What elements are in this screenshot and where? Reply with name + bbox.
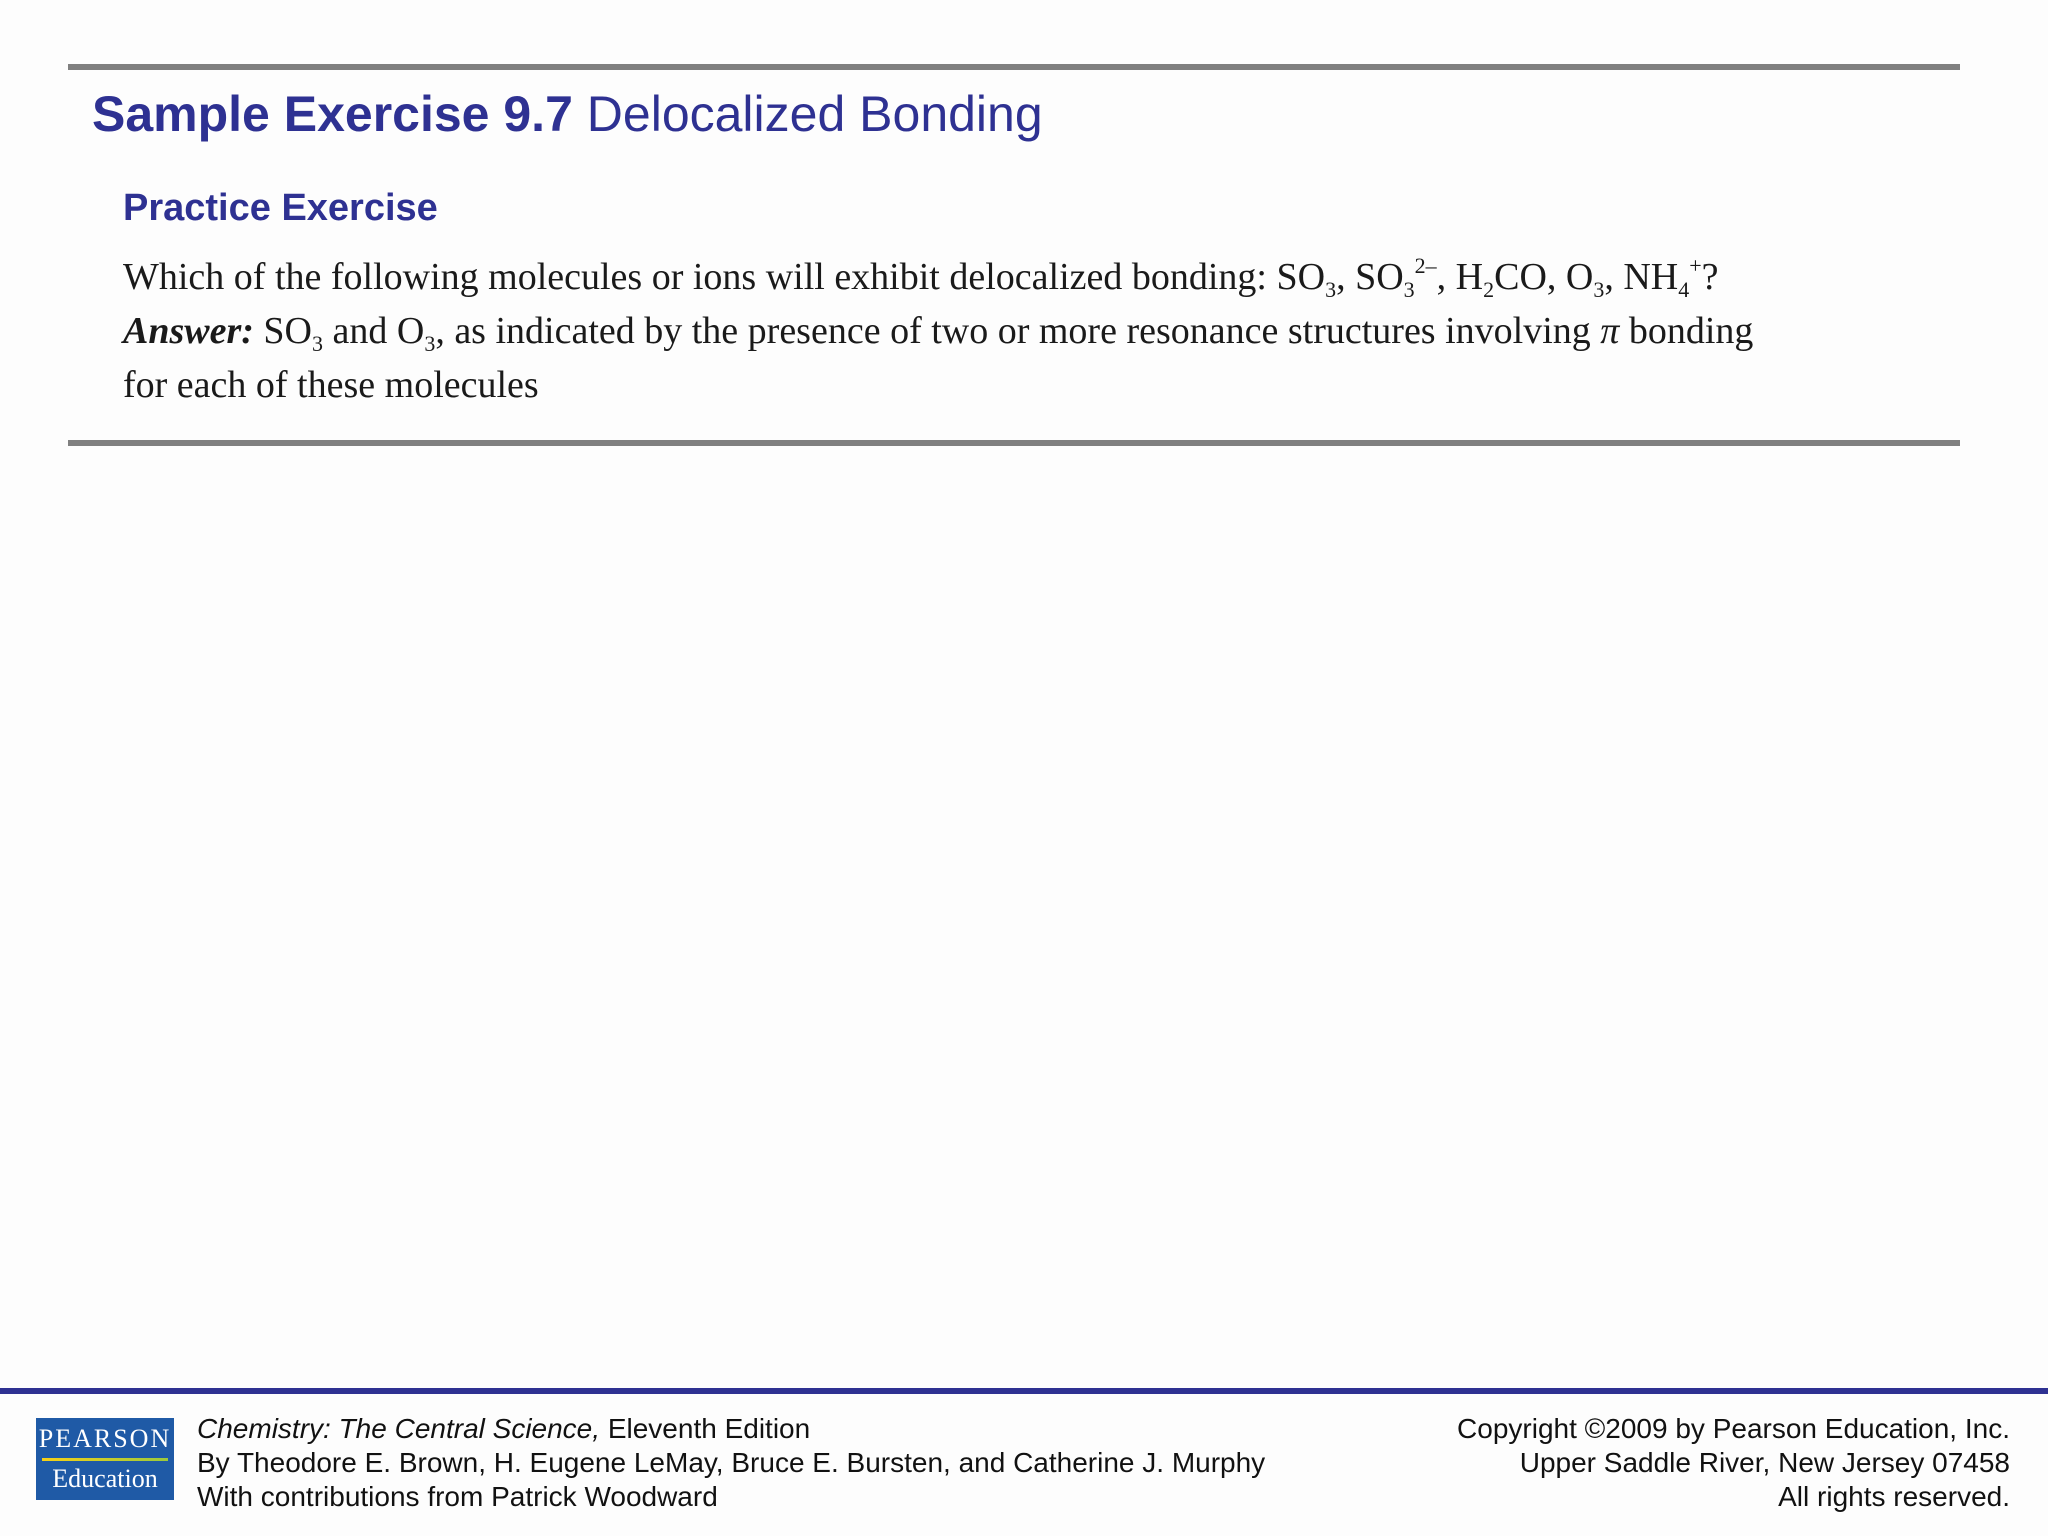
logo-education-text: Education (52, 1464, 158, 1493)
answer-and-o3: and O (323, 310, 425, 352)
formula-h2co: H (1455, 256, 1484, 298)
logo-stripe (42, 1458, 168, 1461)
separator: , (1336, 256, 1356, 298)
formula-so3: SO (1276, 256, 1326, 298)
pi-symbol: π (1600, 310, 1620, 352)
formula-charge: 2– (1414, 253, 1437, 278)
book-citation (197, 1412, 1265, 1514)
formula-subscript: 2 (1483, 277, 1495, 302)
answer-continuation: for each of these molecules (123, 364, 539, 406)
section-heading: Practice Exercise (123, 187, 438, 229)
separator: , (1546, 256, 1566, 298)
formula-charge: + (1689, 253, 1702, 278)
formula-sulfite: SO (1355, 256, 1404, 298)
separator: , (1436, 256, 1456, 298)
copyright-line: Copyright ©2009 by Pearson Education, Inc. (1457, 1413, 2010, 1444)
book-title: Chemistry: The Central Science, (197, 1413, 601, 1444)
book-title-line (197, 1412, 1265, 1446)
book-edition: Eleventh Edition (600, 1413, 811, 1444)
formula-subscript: 3 (1593, 277, 1605, 302)
answer-so3: SO (253, 310, 312, 352)
formula-subscript: 4 (1678, 277, 1690, 302)
copyright-block (1457, 1412, 2010, 1514)
answer-bonding: bonding (1619, 310, 1754, 352)
formula-subscript: 3 (1325, 277, 1337, 302)
slide-title (92, 82, 1043, 146)
slide-title-topic: Delocalized Bonding (586, 86, 1043, 142)
formula-subscript: 3 (424, 331, 436, 356)
book-authors: By Theodore E. Brown, H. Eugene LeMay, Bruce E. Bursten, and Catherine J. Murphy (197, 1447, 1266, 1478)
bottom-divider (68, 440, 1960, 446)
slide-title-bold: Sample Exercise 9.7 (92, 86, 573, 142)
book-contributions: With contributions from Patrick Woodward (197, 1481, 718, 1512)
question-mark: ? (1701, 256, 1719, 298)
separator: , (1604, 256, 1624, 298)
footer-divider (0, 1388, 2048, 1394)
question-intro: Which of the following molecules or ions will exhibit delocalized bonding: (123, 256, 1277, 298)
logo-pearson-text: PEARSON (38, 1424, 172, 1453)
formula-h2co-rest: CO (1494, 256, 1547, 298)
formula-subscript: 3 (312, 331, 323, 356)
answer-explanation: , as indicated by the presence of two or more resonance structures involving (435, 310, 1601, 352)
top-divider (68, 64, 1960, 70)
answer-text (123, 304, 1923, 358)
rights-line: All rights reserved. (1778, 1481, 2010, 1512)
formula-subscript: 3 (1403, 277, 1415, 302)
pearson-education-logo (36, 1418, 174, 1500)
formula-o3: O (1565, 256, 1594, 298)
publisher-address: Upper Saddle River, New Jersey 07458 (1519, 1447, 2010, 1478)
answer-label: Answer: (123, 310, 254, 352)
formula-nh4: NH (1623, 256, 1679, 298)
question-text (123, 250, 1923, 304)
